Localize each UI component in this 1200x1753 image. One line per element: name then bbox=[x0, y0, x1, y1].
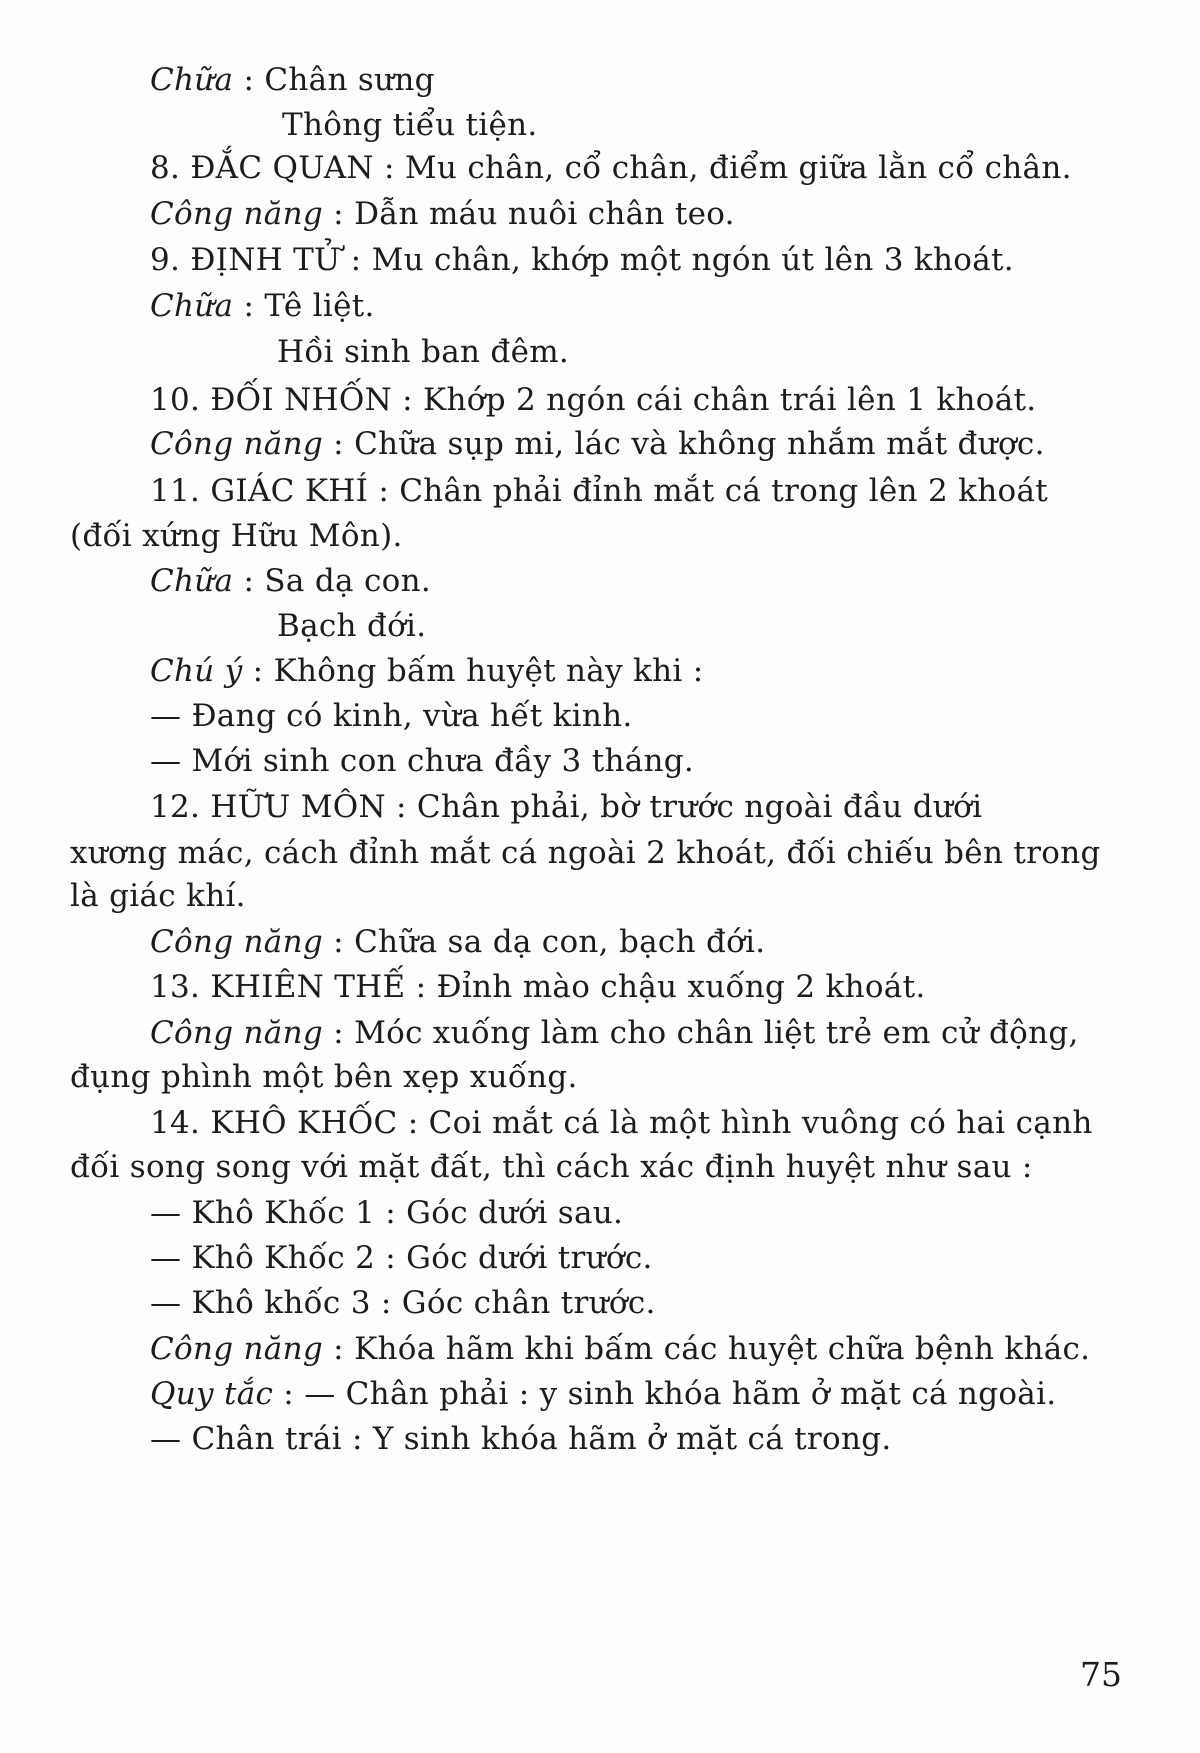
text-line bbox=[150, 148, 1072, 188]
line-text: 14. KHÔ KHỐC : Coi mắt cá là một hình vuông có hai cạnh bbox=[150, 1105, 1093, 1141]
line-text: : Chân sưng bbox=[233, 62, 435, 98]
text-line bbox=[150, 1193, 623, 1233]
line-text: — Khô Khốc 1 : Góc dưới sau. bbox=[150, 1195, 624, 1231]
text-line bbox=[70, 1147, 1033, 1187]
line-text: 11. GIÁC KHÍ : Chân phải đỉnh mắt cá trong lên 2 khoát bbox=[150, 473, 1049, 509]
line-text: : — Chân phải : y sinh khóa hãm ở mặt cá ngoài. bbox=[273, 1376, 1057, 1412]
text-line bbox=[277, 606, 426, 646]
italic-label: Công năng bbox=[150, 924, 324, 960]
line-text: 8. ĐẮC QUAN : Mu chân, cổ chân, điểm giữa lằn cổ chân. bbox=[150, 150, 1072, 186]
line-text: đụng phình một bên xẹp xuống. bbox=[70, 1059, 578, 1095]
line-text: — Khô khốc 3 : Góc chân trước. bbox=[150, 1285, 656, 1321]
italic-label: Chú ý bbox=[150, 653, 243, 689]
text-line bbox=[150, 286, 375, 326]
line-text: 13. KHIÊN THẾ : Đỉnh mào chậu xuống 2 khoát. bbox=[150, 969, 926, 1005]
line-text: : Không bấm huyệt này khi : bbox=[242, 653, 704, 689]
italic-label: Chữa bbox=[150, 62, 234, 98]
text-line bbox=[150, 561, 431, 601]
text-line bbox=[150, 741, 694, 781]
text-line bbox=[150, 1419, 892, 1459]
text-line bbox=[150, 922, 765, 962]
line-text: : Khóa hãm khi bấm các huyệt chữa bệnh khác. bbox=[323, 1331, 1091, 1367]
text-line bbox=[150, 471, 1048, 511]
text-line bbox=[150, 1103, 1093, 1143]
line-text: Bạch đới. bbox=[277, 608, 427, 644]
italic-label: Công năng bbox=[150, 1331, 324, 1367]
line-text: — Chân trái : Y sinh khóa hãm ở mặt cá trong. bbox=[150, 1421, 892, 1457]
italic-label: Chữa bbox=[150, 288, 234, 324]
text-line bbox=[70, 516, 403, 556]
line-text: xương mác, cách đỉnh mắt cá ngoài 2 khoát, đối chiếu bên trong bbox=[70, 835, 1101, 871]
text-line bbox=[150, 240, 1014, 280]
text-line bbox=[70, 876, 246, 916]
text-line bbox=[150, 1283, 656, 1323]
italic-label: Công năng bbox=[150, 426, 324, 462]
line-text: : Tê liệt. bbox=[233, 288, 375, 324]
text-line bbox=[150, 60, 435, 100]
line-text: (đối xứng Hữu Môn). bbox=[70, 518, 403, 554]
line-text: 9. ĐỊNH TỬ : Mu chân, khớp một ngón út lên 3 khoát. bbox=[150, 242, 1014, 278]
line-text: Thông tiểu tiện. bbox=[282, 107, 538, 143]
line-text: Hồi sinh ban đêm. bbox=[277, 334, 570, 370]
text-line bbox=[277, 332, 569, 372]
line-text: là giác khí. bbox=[70, 878, 246, 914]
line-text: 12. HỮU MÔN : Chân phải, bờ trước ngoài đầu dưới bbox=[150, 789, 983, 825]
text-line bbox=[150, 1329, 1090, 1369]
italic-label: Công năng bbox=[150, 196, 324, 232]
text-line bbox=[150, 696, 633, 736]
text-line bbox=[150, 651, 704, 691]
line-text: đối song song với mặt đất, thì cách xác định huyệt như sau : bbox=[70, 1149, 1033, 1185]
italic-label: Chữa bbox=[150, 563, 234, 599]
line-text: — Khô Khốc 2 : Góc dưới trước. bbox=[150, 1240, 653, 1276]
line-text: — Mới sinh con chưa đầy 3 tháng. bbox=[150, 743, 695, 779]
text-line bbox=[150, 1374, 1056, 1414]
line-text: : Dẫn máu nuôi chân teo. bbox=[323, 196, 735, 232]
text-line bbox=[70, 833, 1101, 873]
text-line bbox=[70, 1057, 578, 1097]
line-text: : Chữa sụp mi, lác và không nhắm mắt được. bbox=[323, 426, 1045, 462]
page-number: 75 bbox=[1080, 1655, 1122, 1694]
text-line bbox=[150, 1238, 653, 1278]
line-text: — Đang có kinh, vừa hết kinh. bbox=[150, 698, 633, 734]
text-line bbox=[150, 1013, 1079, 1053]
line-text: : Sa dạ con. bbox=[233, 563, 431, 599]
text-line bbox=[150, 787, 982, 827]
text-line bbox=[150, 967, 926, 1007]
text-line bbox=[150, 424, 1045, 464]
italic-label: Công năng bbox=[150, 1015, 324, 1051]
text-line bbox=[282, 105, 538, 145]
text-line bbox=[150, 194, 735, 234]
italic-label: Quy tắc bbox=[150, 1376, 274, 1412]
line-text: : Chữa sa dạ con, bạch đới. bbox=[323, 924, 766, 960]
line-text: : Móc xuống làm cho chân liệt trẻ em cử động, bbox=[323, 1015, 1079, 1051]
text-line bbox=[150, 380, 1036, 420]
line-text: 10. ĐỐI NHỐN : Khớp 2 ngón cái chân trái lên 1 khoát. bbox=[150, 382, 1037, 418]
